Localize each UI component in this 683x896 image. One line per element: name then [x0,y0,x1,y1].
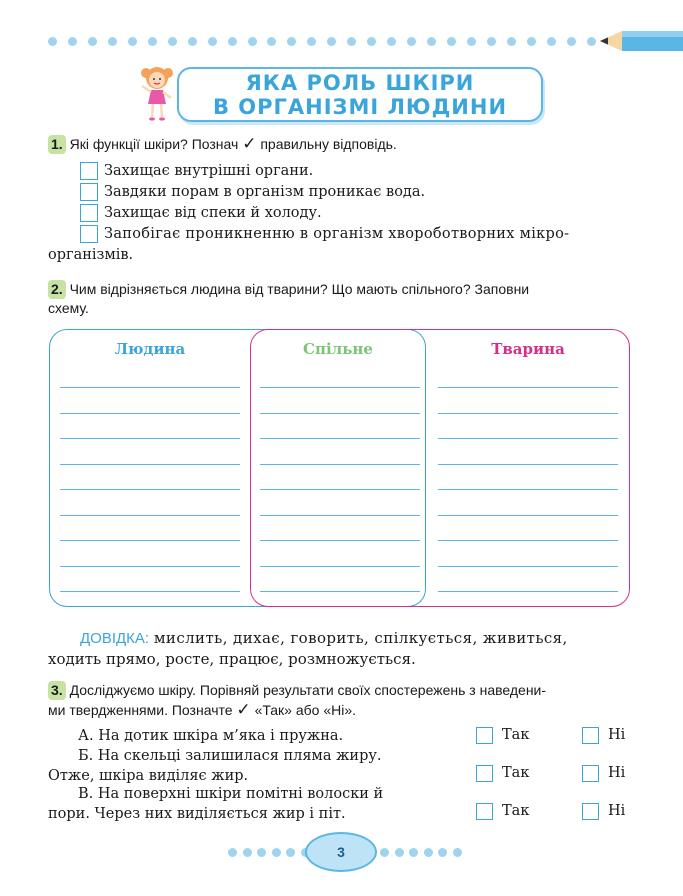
answer-line[interactable] [60,438,240,439]
page-title-line2: В ОРГАНІЗМІ ЛЮДИНИ [212,95,508,119]
girl-illustration [137,64,177,122]
q1-prompt: 1. Які функції шкіри? Познач ✓ правильну відповідь. [48,134,638,154]
answer-line[interactable] [60,489,240,490]
q1-option: Завдяки порам в організм проникає вода. [80,181,636,202]
answer-lines-common [260,387,420,592]
q3-statement-c: В. На поверхні шкіри помітні волоски й пори. Через них виділяється жир і піт. [48,786,384,822]
q1-options [80,160,636,244]
q1-checkbox-1[interactable] [80,162,98,180]
q2-number: 2. [48,280,66,299]
help-label: ДОВІДКА: [80,630,150,647]
no-checkbox[interactable] [582,765,599,782]
footer-dots-left [228,848,310,857]
q2-prompt: 2. Чим відрізняється людина від тварини? Що мають спільного? Заповни схему. [48,281,530,316]
q1-option: Запобігає проникненню в організм хвороботворних мікро- [80,223,636,244]
answer-line[interactable] [438,489,618,490]
pencil-icon [600,26,683,56]
answer-line[interactable] [60,540,240,541]
q3-statement-b: Б. На скельці залишилася пляма жиру. Отже, шкіра виділяє жир. [48,748,382,784]
answer-line[interactable] [438,387,618,388]
answer-line[interactable] [60,591,240,592]
column-header-common: Спільне [303,340,373,358]
answer-line[interactable] [260,515,420,516]
answer-line[interactable] [260,438,420,439]
answer-lines-human [60,387,240,592]
answer-line[interactable] [60,464,240,465]
answer-line[interactable] [60,387,240,388]
q3-answer-a: Так Ні [476,725,636,745]
q1-checkbox-3[interactable] [80,204,98,222]
yes-checkbox[interactable] [476,765,493,782]
answer-line[interactable] [438,413,618,414]
page-title-line1: ЯКА РОЛЬ ШКІРИ [245,71,475,95]
checkmark-icon: ✓ [236,700,251,719]
column-header-animal: Тварина [491,340,565,358]
page-title-box [177,67,543,122]
answer-line[interactable] [260,566,420,567]
page-number: 3 [305,832,377,872]
no-checkbox[interactable] [582,727,599,744]
answer-line[interactable] [260,413,420,414]
answer-line[interactable] [260,387,420,388]
q1-option: Захищає внутрішні органи. [80,160,636,181]
q1-option: Захищає від спеки й холоду. [80,202,636,223]
answer-line[interactable] [260,489,420,490]
answer-line[interactable] [260,464,420,465]
help-block: ДОВІДКА: мислить, дихає, говорить, спілкується, живиться, ходить прямо, росте, працює, розмножується. [48,629,568,668]
q1-checkbox-4[interactable] [80,225,98,243]
yes-checkbox[interactable] [476,727,493,744]
q1-checkbox-2[interactable] [80,183,98,201]
q1-option4-continuation: організмів. [48,247,134,263]
no-checkbox[interactable] [582,803,599,820]
answer-line[interactable] [438,566,618,567]
q3-number: 3. [48,681,66,700]
top-dotted-border [48,37,596,46]
answer-line[interactable] [60,413,240,414]
footer-dots-right [380,848,462,857]
answer-line[interactable] [60,515,240,516]
answer-line[interactable] [438,540,618,541]
q3-statement-a: А. На дотик шкіра м’яка і пружна. [78,728,344,744]
answer-lines-animal [438,387,618,592]
answer-line[interactable] [260,540,420,541]
q3-answer-c: Так Ні [476,801,636,821]
answer-line[interactable] [260,591,420,592]
q3-prompt: 3. Досліджуємо шкіру. Порівняй результати своїх спостережень з наведени- ми твердженнями. Позначте ✓ «Так» або «Ні». [48,682,547,719]
q3-answer-b: Так Ні [476,763,636,783]
yes-checkbox[interactable] [476,803,493,820]
answer-line[interactable] [438,591,618,592]
q1-number: 1. [48,135,66,154]
answer-line[interactable] [438,438,618,439]
answer-line[interactable] [438,464,618,465]
answer-line[interactable] [60,566,240,567]
answer-line[interactable] [438,515,618,516]
checkmark-icon: ✓ [242,134,257,153]
column-header-human: Людина [114,340,186,358]
